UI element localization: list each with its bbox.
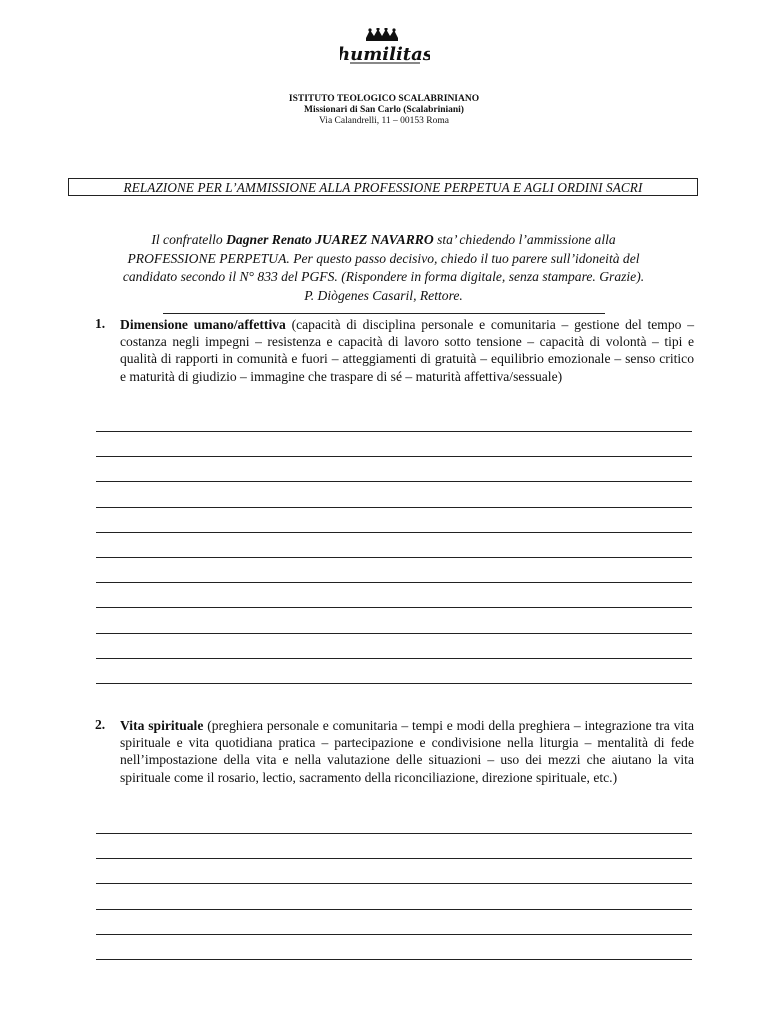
intro-line-2: PROFESSIONE PERPETUA. Per questo passo decisivo, chiedo il tuo parere sull’idoneità del bbox=[127, 250, 640, 266]
section-1-answer-line[interactable] bbox=[96, 431, 692, 432]
section-1-answer-line[interactable] bbox=[96, 607, 692, 608]
section-2-answer-line[interactable] bbox=[96, 858, 692, 859]
section-2-answer-line[interactable] bbox=[96, 909, 692, 910]
section-1-heading: Dimensione umano/affettiva bbox=[120, 317, 286, 332]
intro-line-1 bbox=[70, 231, 697, 250]
section-2-answer-line[interactable] bbox=[96, 883, 692, 884]
intro-paragraph bbox=[70, 231, 697, 305]
intro-line-3: candidato secondo il N° 833 del PGFS. (Rispondere in forma digitale, senza stampare. Grazie). bbox=[122, 269, 645, 284]
section-2-number: 2. bbox=[95, 717, 106, 732]
section-1-answer-line[interactable] bbox=[96, 532, 692, 533]
section-1-answer-line[interactable] bbox=[96, 481, 692, 482]
intro-prefix: Il confratello bbox=[151, 232, 227, 247]
section-2-answer-line[interactable] bbox=[96, 959, 692, 960]
signature-rule bbox=[163, 313, 605, 314]
institute-name: ISTITUTO TEOLOGICO SCALABRINIANO bbox=[288, 94, 480, 104]
candidate-name: Dagner Renato JUAREZ NAVARRO bbox=[226, 232, 434, 247]
institute-subtitle: Missionari di San Carlo (Scalabriniani) bbox=[304, 105, 464, 115]
section-2-text: (preghiera personale e comunitaria – tempi e modi della preghiera – integrazione tra vita spirituale e vita quotidiana pratica – partecipazione e condivisione nella liturgia – mentalità di fede nell’impostazione della vita e nella valutazione delle situazioni – uso dei mezzi che aiutano la vita spirituale come il rosario, lectio, sacramento della riconciliazione, direzione spirituale, etc.) bbox=[120, 718, 694, 785]
section-2-heading: Vita spirituale bbox=[120, 718, 204, 733]
section-2-answer-line[interactable] bbox=[96, 934, 692, 935]
section-2-body bbox=[120, 717, 694, 786]
document-title: RELAZIONE PER L’AMMISSIONE ALLA PROFESSIONE PERPETUA E AGLI ORDINI SACRI bbox=[68, 178, 698, 196]
section-1-answer-line[interactable] bbox=[96, 658, 692, 659]
section-1-answer-line[interactable] bbox=[96, 507, 692, 508]
section-1-answer-line[interactable] bbox=[96, 557, 692, 558]
rector-signature: P. Diògenes Casaril, Rettore. bbox=[304, 287, 463, 303]
section-1-number: 1. bbox=[95, 316, 106, 331]
intro-line-1-rest: sta’ chiedendo l’ammissione alla bbox=[433, 232, 616, 247]
section-1-answer-line[interactable] bbox=[96, 683, 692, 684]
humilitas-logo bbox=[340, 28, 430, 68]
section-2-answer-line[interactable] bbox=[96, 833, 692, 834]
section-1-body bbox=[120, 316, 694, 385]
section-1-answer-line[interactable] bbox=[96, 633, 692, 634]
section-1-text: (capacità di disciplina personale e comunitaria – gestione del tempo – costanza negli impegni – resistenza e capacità di lavoro sotto tensione – capacità di volontà – tipi e qualità di rapporti in comunità e fuori – atteggiamenti di gratuità – equilibrio emozionale – senso critico e maturità di giudizio – immagine che traspare di sé – maturità affettiva/sessuale) bbox=[120, 317, 694, 384]
section-1-answer-line[interactable] bbox=[96, 456, 692, 457]
section-1-answer-line[interactable] bbox=[96, 582, 692, 583]
logo-text: humilitas bbox=[340, 44, 430, 65]
institute-address: Via Calandrelli, 11 – 00153 Roma bbox=[319, 116, 449, 126]
